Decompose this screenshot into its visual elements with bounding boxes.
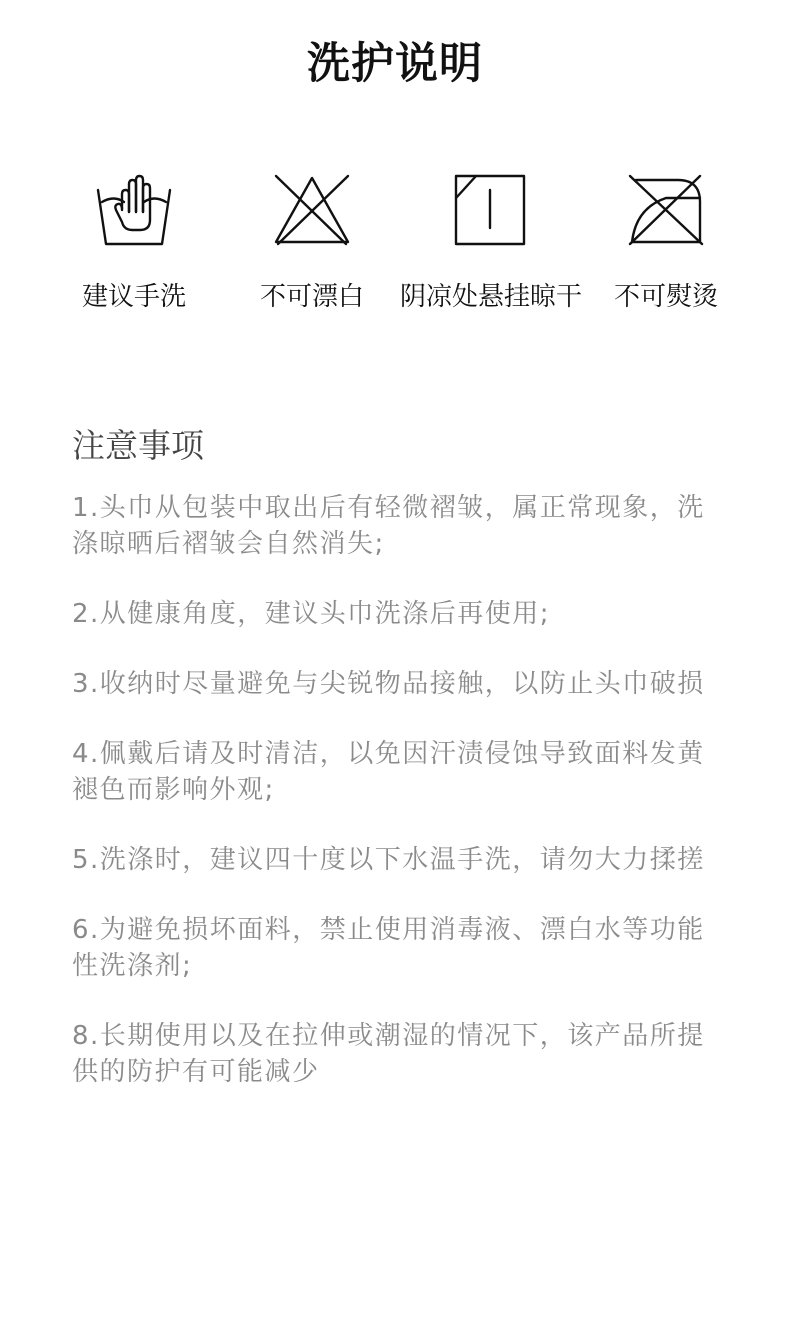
notes-list — [72, 490, 722, 1124]
notes-heading: 注意事项 — [72, 426, 204, 465]
care-symbol-no-iron — [576, 172, 756, 313]
page-title: 洗护说明 — [307, 39, 483, 89]
care-symbol-line-dry-shade — [400, 172, 583, 313]
no-iron-icon — [626, 172, 706, 248]
note-item: 3.收纳时尽量避免与尖锐物品接触，以防止头巾破损 — [72, 669, 705, 699]
care-symbol-label: 不可熨烫 — [613, 282, 718, 312]
note-item: 1.头巾从包装中取出后有轻微褶皱，属正常现象，洗涤晾晒后褶皱会自然消失; — [72, 493, 705, 559]
note-item: 6.为避免损坏面料，禁止使用消毒液、漂白水等功能性洗涤剂; — [72, 915, 705, 981]
note-item: 4.佩戴后请及时清洁，以免因汗渍侵蚀导致面料发黄褪色而影响外观; — [72, 739, 705, 805]
care-symbol-label: 阴凉处悬挂晾干 — [400, 282, 583, 312]
line-dry-shade-icon — [450, 172, 530, 248]
care-symbol-label: 建议手洗 — [81, 282, 186, 312]
note-item: 5.洗涤时，建议四十度以下水温手洗，请勿大力揉搓 — [72, 845, 705, 875]
note-item: 8.长期使用以及在拉伸或潮湿的情况下，该产品所提供的防护有可能减少 — [72, 1021, 705, 1087]
no-bleach-icon — [272, 172, 352, 248]
care-symbol-hand-wash — [44, 172, 224, 313]
hand-wash-icon — [94, 172, 174, 248]
care-symbol-no-bleach — [222, 172, 402, 313]
note-item: 2.从健康角度，建议头巾洗涤后再使用; — [72, 599, 551, 629]
care-symbols-row — [0, 172, 790, 332]
care-symbol-label: 不可漂白 — [259, 282, 364, 312]
